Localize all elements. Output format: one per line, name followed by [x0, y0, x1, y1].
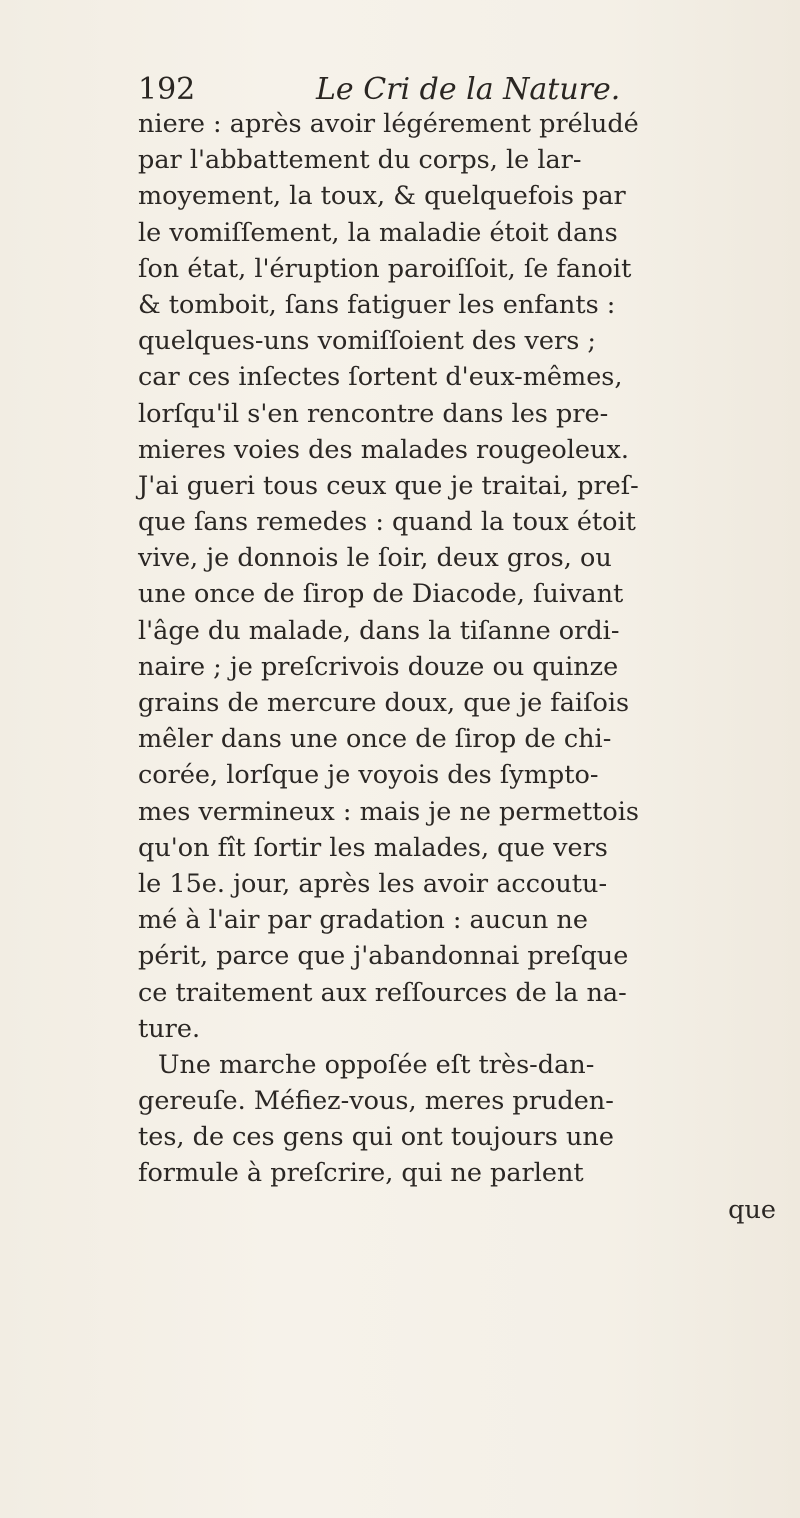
page-header	[0, 70, 800, 110]
text-line: ture.	[138, 1013, 201, 1044]
text-line: qu'on fît ſortir les malades, que vers	[138, 832, 608, 863]
text-line: périt, parce que j'abandonnai preſque	[138, 941, 629, 972]
text-line: mieres voies des malades rougeoleux.	[138, 434, 629, 465]
text-line: par l'abbattement du corps, le lar-	[138, 145, 582, 176]
text-line: corée, lorſque je voyois des ſympto-	[138, 760, 599, 791]
page-number: 192	[138, 72, 196, 107]
text-line: vive, je donnois le ſoir, deux gros, ou	[138, 543, 612, 574]
paragraph-start-line: Une marche oppoſée eſt très-dan-	[158, 1049, 595, 1080]
text-line: J'ai gueri tous ceux que je traitai, preſ-	[138, 470, 639, 501]
text-line: car ces inſectes ſortent d'eux-mêmes,	[138, 362, 623, 393]
text-line: formule à preſcrire, qui ne parlent	[138, 1158, 584, 1189]
text-line: & tomboit, ſans fatiguer les enfants :	[138, 289, 616, 320]
text-line: lorſqu'il s'en rencontre dans les pre-	[138, 398, 609, 429]
text-line: le 15e. jour, après les avoir accoutu-	[138, 868, 608, 899]
text-line: que ſans remedes : quand la toux étoit	[138, 507, 636, 538]
text-line: tes, de ces gens qui ont toujours une	[138, 1122, 614, 1153]
text-line: naire ; je preſcrivois douze ou quinze	[138, 651, 619, 682]
text-line: moyement, la toux, & quelquefois par	[138, 181, 626, 212]
text-line: niere : après avoir légérement préludé	[138, 109, 639, 139]
text-line: l'âge du malade, dans la tiſanne ordi-	[138, 615, 620, 646]
running-title: Le Cri de la Nature.	[316, 72, 621, 107]
text-line: le vomiſſement, la maladie étoit dans	[138, 217, 618, 248]
text-line: gereuſe. Méfiez-vous, meres pruden-	[138, 1086, 614, 1117]
text-line: mêler dans une once de ſirop de chi-	[138, 724, 612, 755]
text-line: ce traitement aux reſſources de la na-	[138, 977, 627, 1008]
text-line: grains de mercure doux, que je faiſois	[138, 688, 630, 718]
body-text	[138, 106, 788, 1228]
text-line: mes vermineux : mais je ne permettois	[138, 796, 640, 827]
text-line: quelques-uns vomiſſoient des vers ;	[138, 326, 596, 357]
text-line: une once de ſirop de Diacode, ſuivant	[138, 579, 624, 610]
text-line: ſon état, l'éruption paroiſſoit, ſe fanoit	[138, 253, 632, 284]
text-line: mé à l'air par gradation : aucun ne	[138, 905, 588, 936]
catchword: que	[728, 1194, 776, 1225]
